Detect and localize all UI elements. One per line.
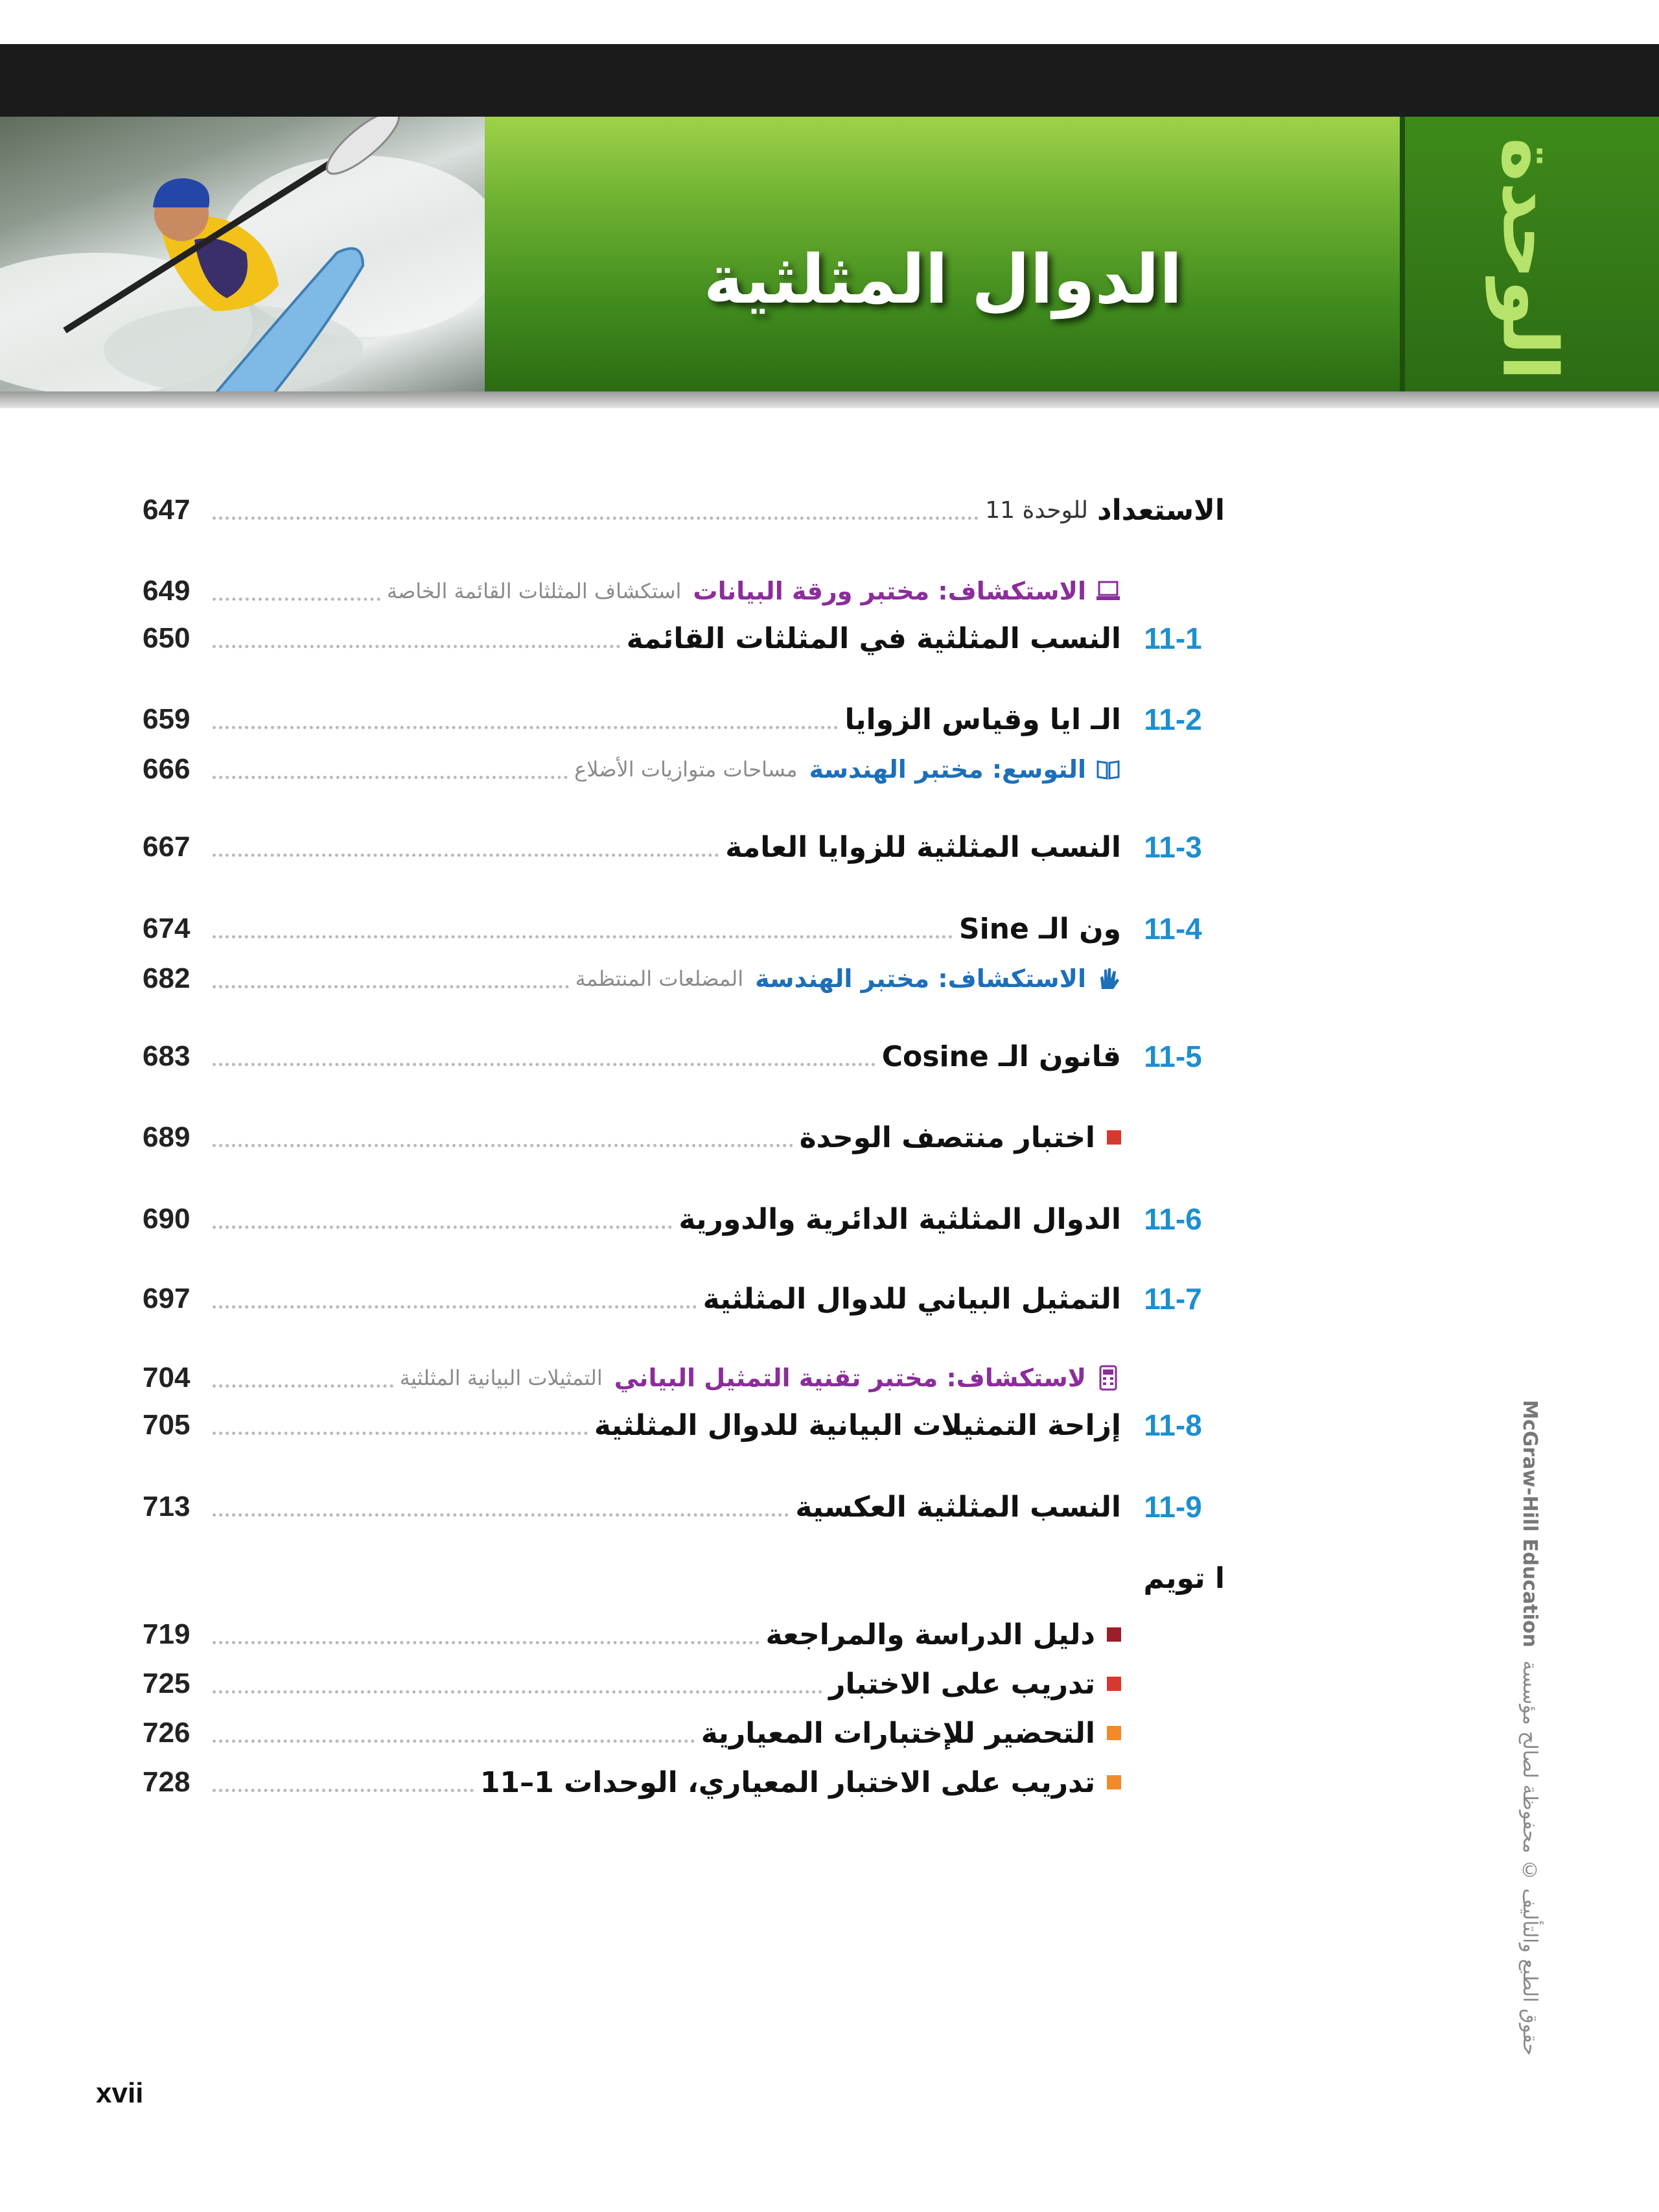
lesson-title: إزاحة التمثيلات البيانية للدوال المثلثية xyxy=(594,1408,1121,1442)
page-number: 689 xyxy=(143,1121,191,1153)
leader-dots xyxy=(213,1513,789,1517)
leader-dots xyxy=(213,1305,697,1309)
maroon-square-icon xyxy=(1107,1627,1121,1642)
lesson-title: النسب المثلثية في المثلثات القائمة xyxy=(626,622,1121,655)
leader-dots xyxy=(213,645,620,648)
lesson-number: 11-2 xyxy=(1144,703,1202,736)
leader-dots xyxy=(213,1740,695,1743)
lesson-number: 11-8 xyxy=(1144,1408,1202,1442)
lesson-title: قانون الـ Cosine xyxy=(881,1040,1121,1073)
lesson-number: 11-9 xyxy=(1144,1490,1202,1524)
toc-row-explore-spreadsheet[interactable] xyxy=(143,568,1225,614)
page-number: 647 xyxy=(143,494,191,526)
practice-test-title: تدريب على الاختبار xyxy=(829,1667,1095,1701)
toc-row-lesson-11-6[interactable] xyxy=(143,1196,1225,1242)
red-square-icon xyxy=(1107,1677,1121,1691)
toc-row-lesson-11-4[interactable] xyxy=(143,906,1225,951)
extend-text: مساحات متوازيات الأضلاع xyxy=(574,757,798,782)
page-number: 649 xyxy=(143,575,191,607)
explore-label: الاستكشاف: مختبر الهندسة xyxy=(755,964,1086,993)
toc-row-extend-geometry[interactable] xyxy=(143,747,1225,792)
page-number: 666 xyxy=(143,753,191,785)
explore-label: الاستكشاف: مختبر ورقة البيانات xyxy=(693,577,1086,605)
standardized-practice-title: تدريب على الاختبار المعياري، الوحدات 1–11 xyxy=(480,1765,1095,1799)
leader-dots xyxy=(213,1432,588,1435)
publisher-name: McGraw-Hill Education xyxy=(1518,1400,1541,1647)
leader-dots xyxy=(213,1063,876,1066)
page-number: 674 xyxy=(143,913,191,944)
kayaker-photo xyxy=(0,117,485,391)
copyright-notice xyxy=(1502,1400,1541,2145)
hand-icon xyxy=(1095,966,1121,992)
page-number: 725 xyxy=(143,1668,191,1699)
toc-row-standardized-practice[interactable] xyxy=(143,1760,1225,1805)
leader-dots xyxy=(213,1384,393,1388)
explore-text: التمثيلات البيانية المثلثية xyxy=(399,1366,603,1390)
readiness-label: الاستعداد xyxy=(1097,493,1225,527)
top-black-bar xyxy=(0,44,1659,117)
lesson-number: 11-3 xyxy=(1144,830,1202,864)
lesson-title: الدوال المثلثية الدائرية والدورية xyxy=(679,1202,1121,1236)
page-number: 697 xyxy=(143,1283,191,1314)
page-number: 650 xyxy=(143,622,191,654)
toc-row-standardized-prep[interactable] xyxy=(143,1710,1225,1756)
lesson-title: النسب المثلثية العكسية xyxy=(795,1490,1121,1524)
orange-square-icon xyxy=(1107,1726,1121,1740)
page-number: 667 xyxy=(143,831,191,863)
page-number: 704 xyxy=(143,1362,191,1393)
title-band-shadow xyxy=(0,391,1659,408)
calculator-icon xyxy=(1095,1365,1121,1391)
leader-dots xyxy=(213,598,380,601)
midchapter-title: اختبار منتصف الوحدة xyxy=(799,1121,1095,1154)
page-number-footer: xvii xyxy=(96,2077,144,2109)
toc-row-lesson-11-8[interactable] xyxy=(143,1403,1225,1448)
page-number: 713 xyxy=(143,1491,191,1522)
page-number: 728 xyxy=(143,1766,191,1798)
orange-square-icon xyxy=(1107,1775,1121,1789)
leader-dots xyxy=(213,985,569,988)
lesson-number: 11-6 xyxy=(1144,1202,1202,1236)
toc-row-readiness[interactable] xyxy=(143,487,1225,533)
toc-row-lesson-11-9[interactable] xyxy=(143,1484,1225,1530)
toc-row-explore-graphing[interactable] xyxy=(143,1355,1225,1401)
leader-dots xyxy=(213,854,719,857)
leader-dots xyxy=(213,1641,760,1644)
lesson-title: الـ ايا وقياس الزوايا xyxy=(844,703,1121,736)
readiness-text: للوحدة 11 xyxy=(985,496,1088,524)
page-number: 659 xyxy=(143,703,191,735)
toc-row-lesson-11-7[interactable] xyxy=(143,1276,1225,1321)
page-number: 726 xyxy=(143,1717,191,1749)
toc-row-lesson-11-2[interactable] xyxy=(143,697,1225,742)
page-number: 719 xyxy=(143,1618,191,1650)
toc-row-lesson-11-3[interactable] xyxy=(143,824,1225,870)
copyright-text: حقوق الطبع والتأليف © محفوظة لصالح مؤسسة xyxy=(1518,1660,1541,2056)
book-icon xyxy=(1095,756,1121,782)
lesson-number: 11-4 xyxy=(1144,912,1202,946)
leader-dots xyxy=(213,935,953,938)
study-guide-title: دليل الدراسة والمراجعة xyxy=(765,1618,1095,1651)
toc-row-study-guide[interactable] xyxy=(143,1612,1225,1657)
toc-row-lesson-11-5[interactable] xyxy=(143,1034,1225,1079)
extend-label: التوسع: مختبر الهندسة xyxy=(809,755,1086,784)
leader-dots xyxy=(213,776,568,779)
assessment-heading: ا تويم xyxy=(1143,1562,1225,1595)
toc-row-lesson-11-1[interactable] xyxy=(143,616,1225,661)
page-number: 690 xyxy=(143,1203,191,1235)
leader-dots xyxy=(213,1226,672,1229)
leader-dots xyxy=(213,517,979,520)
unit-label: الوحدة xyxy=(1485,137,1573,381)
toc-row-practice-test[interactable] xyxy=(143,1661,1225,1706)
toc-row-midchapter-quiz[interactable] xyxy=(143,1115,1225,1160)
lesson-number: 11-5 xyxy=(1144,1040,1202,1073)
explore-text: استكشاف المثلثات القائمة الخاصة xyxy=(386,579,682,603)
chapter-title: الدوال المثلثية xyxy=(703,240,1183,319)
lesson-title: التمثيل البياني للدوال المثلثية xyxy=(702,1282,1121,1316)
lesson-number: 11-1 xyxy=(1144,622,1202,655)
leader-dots xyxy=(213,726,838,729)
page-number: 705 xyxy=(143,1409,191,1441)
standardized-prep-title: التحضير للإختبارات المعيارية xyxy=(701,1716,1095,1750)
explore-label: لاستكشاف: مختبر تقنية التمثيل البياني xyxy=(614,1364,1086,1392)
page-number: 683 xyxy=(143,1040,191,1072)
leader-dots xyxy=(213,1690,822,1694)
laptop-icon xyxy=(1095,578,1121,604)
explore-text: المضلعات المنتظمة xyxy=(575,966,744,991)
red-square-icon xyxy=(1107,1130,1121,1145)
lesson-title: النسب المثلثية للزوايا العامة xyxy=(725,830,1121,864)
lesson-number: 11-7 xyxy=(1144,1282,1202,1316)
page-number: 682 xyxy=(143,962,191,994)
toc-row-explore-geometry[interactable] xyxy=(143,956,1225,1001)
lesson-title: ون الـ Sine xyxy=(958,912,1121,946)
leader-dots xyxy=(213,1144,793,1147)
leader-dots xyxy=(213,1789,474,1792)
